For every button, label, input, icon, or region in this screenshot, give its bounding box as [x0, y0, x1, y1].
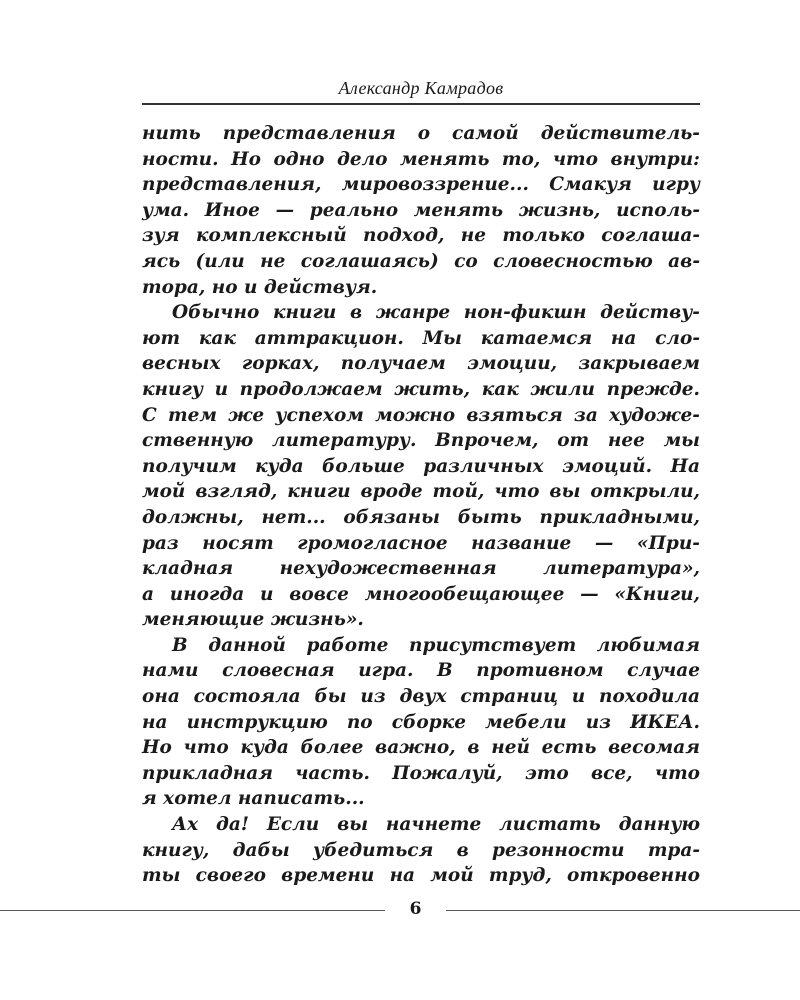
text-line: ности. Но одно дело менять то, что внутри: [142, 148, 700, 170]
paragraph [142, 812, 700, 889]
text-line: В данной работе присутствует любимая [172, 634, 700, 656]
text-line: ясь (или не соглашаясь) со словесностью ав- [142, 250, 700, 272]
paragraph [142, 300, 700, 633]
text-line: нами словесная игра. В противном случае [142, 660, 700, 682]
text-line: нить представления о самой действитель- [142, 123, 700, 144]
paragraph [142, 633, 700, 812]
text-line: кладная нехудожественная литература», [142, 558, 700, 580]
text-line: зуя комплексный подход, не только соглаша- [142, 225, 700, 247]
text-line: ты своего времени на мой труд, откровенно [142, 865, 700, 887]
text-line: ют как аттракцион. Мы катаемся на сло- [142, 327, 700, 349]
paragraph [142, 121, 700, 300]
running-head-author: Александр Камрадов [338, 78, 504, 98]
text-line: ума. Иное — реально менять жизнь, исполь- [142, 199, 700, 221]
text-line: весных горках, получаем эмоции, закрываем [142, 353, 700, 375]
text-line: она состояла бы из двух страниц и походила [142, 686, 700, 708]
text-line: я хотел написать... [142, 788, 365, 810]
page-number: 6 [409, 899, 422, 919]
footer-divider-right [446, 910, 800, 911]
text-line: раз носят громогласное название — «При- [142, 532, 700, 554]
text-line: представления, мировоззрение... Смакуя игру [142, 174, 700, 196]
body-text [142, 121, 700, 889]
text-line: меняющие жизнь». [142, 609, 364, 631]
text-line: прикладная часть. Пожалуй, это все, что [142, 762, 700, 784]
text-line: книгу, дабы убедиться в резонности тра- [142, 839, 700, 861]
text-line: Ах да! Если вы начнете листать данную [172, 814, 700, 836]
text-line: Обычно книги в жанре нон-фикшн действу- [172, 302, 700, 324]
text-line: тора, но и действуя. [142, 276, 378, 298]
header-divider [142, 103, 700, 105]
text-line: получим куда больше различных эмоций. На [142, 455, 700, 477]
text-line: С тем же успехом можно взяться за художе- [142, 404, 700, 426]
text-line: а иногда и вовсе многообещающее — «Книги, [142, 583, 700, 605]
text-line: Но что куда более важно, в ней есть весомая [142, 737, 700, 759]
text-line: на инструкцию по сборке мебели из ИКЕА. [142, 711, 700, 733]
text-line: ственную литературу. Впрочем, от нее мы [142, 430, 700, 452]
text-line: мой взгляд, книги вроде той, что вы открыли, [142, 481, 700, 503]
text-line: должны, нет... обязаны быть прикладными, [142, 506, 700, 528]
text-line: книгу и продолжаем жить, как жили прежде. [142, 378, 700, 400]
footer-divider-left [0, 910, 385, 911]
